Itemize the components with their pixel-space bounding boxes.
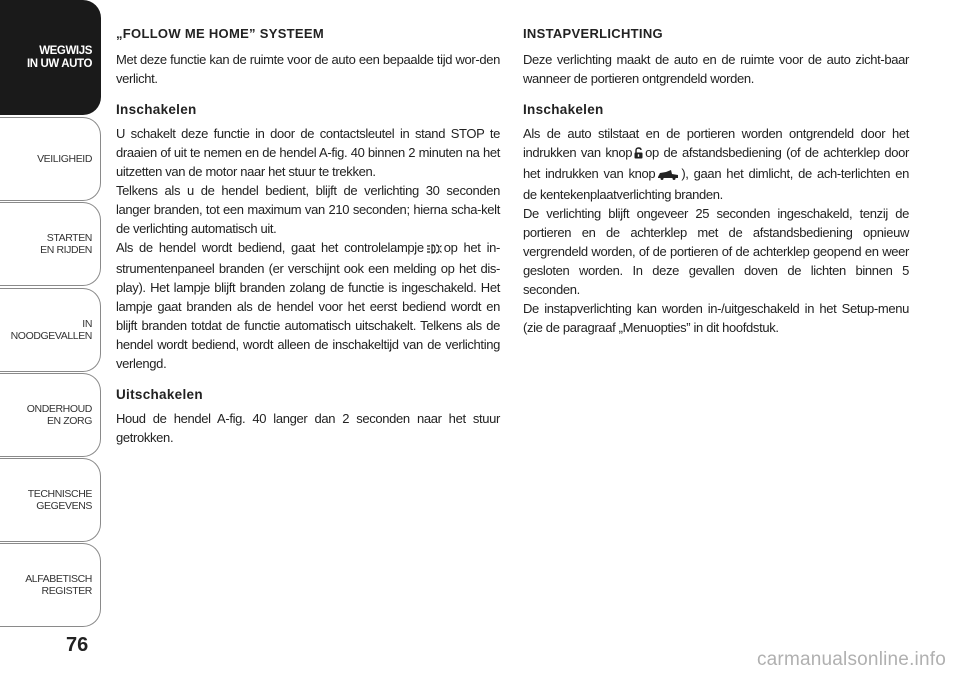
paragraph: Houd de hendel A-fig. 40 langer dan 2 seconden naar het stuur getrokken. [116, 411, 500, 445]
tab-technische-gegevens[interactable] [0, 458, 101, 542]
tab-in-noodgevallen[interactable] [0, 288, 101, 372]
tab-label-line: IN UW AUTO [27, 57, 92, 70]
section-title: INSTAPVERLICHTING [523, 26, 663, 41]
subheading-inschakelen: Inschakelen [523, 102, 604, 117]
text-run: Als de hendel wordt bediend, gaat het controlelampje [116, 240, 424, 255]
tab-starten-en-rijden[interactable] [0, 202, 101, 286]
text-run: Als de auto stilstaat en de portieren worden ontgrendeld door het indrukken van knop [523, 126, 909, 160]
tab-label-line: GEGEVENS [36, 500, 92, 512]
intro-paragraph: Deze verlichting maakt de auto en de ruimte voor de auto zicht-baar wanneer de portieren ontgrendeld worden. [523, 52, 909, 86]
follow-me-home-section [116, 26, 500, 447]
tab-label-line: VEILIGHEID [37, 153, 92, 165]
instapverlichting-section [523, 26, 909, 337]
tab-label-line: ONDERHOUD [26, 403, 92, 415]
section-title: „FOLLOW ME HOME” SYSTEEM [116, 26, 324, 41]
text-run: op de afstandsbediening (of de achterklep door het indrukken van knop [523, 145, 909, 181]
tab-label-line: ALFABETISCH [25, 573, 92, 585]
paragraph: Telkens als u de hendel bedient, blijft de verlichting 30 seconden langer branden, tot een maximum van 210 seconden; hierna scha-kelt de verlichting automatisch uit. [116, 183, 500, 236]
watermark: carmanualsonline.info [756, 649, 946, 670]
trunk-open-icon [657, 166, 679, 185]
tab-wegwijs-in-uw-auto[interactable] [0, 0, 101, 115]
tab-label-line: IN NOODGEVALLEN [10, 318, 92, 342]
page-number: 76 [66, 634, 89, 656]
subheading-uitschakelen: Uitschakelen [116, 387, 203, 402]
text-run: op het in-strumentenpaneel branden (er verschijnt ook een melding op het dis-play). Het lampje blijft branden zolang de functie is ingeschakeld. Het lampje gaat branden als de hendel voor het eerst bediend wordt en blijft branden totdat de functie automatisch uitschakelt. Telkens als de hendel wordt bediend, wordt alleen de inschakeltijd van de verlichting verlengd. [116, 240, 501, 371]
unlock-icon [634, 145, 643, 164]
paragraph [116, 238, 500, 373]
paragraph: U schakelt deze functie in door de contactsleutel in stand STOP te draaien of uit te nemen en de hendel A-fig. 40 binnen 2 minuten na het uitzetten van de motor naar het stuur te trekken. [116, 126, 500, 179]
chapter-tabs [0, 0, 103, 640]
tab-label-line: STARTEN [46, 232, 92, 244]
tab-onderhoud-en-zorg[interactable] [0, 373, 101, 457]
tab-label-line: EN RIJDEN [40, 244, 92, 256]
subheading-inschakelen: Inschakelen [116, 102, 197, 117]
tab-label-line: REGISTER [41, 585, 92, 597]
intro-paragraph: Met deze functie kan de ruimte voor de auto een bepaalde tijd wor-den verlicht. [116, 52, 500, 86]
paragraph: De verlichting blijft ongeveer 25 seconden ingeschakeld, tenzij de portieren en de achterklep met de afstandsbediening opnieuw vergrendeld worden, of de portieren of de achterklep geopend en weer gesloten worden. In deze gevallen doven de lichten binnen 5 seconden. [523, 206, 909, 297]
tab-label-line: EN ZORG [46, 415, 92, 427]
tab-label-line: WEGWIJS [39, 44, 92, 57]
tab-alfabetisch-register[interactable] [0, 543, 101, 627]
paragraph [523, 124, 909, 204]
text-run: ), gaan het dimlicht, de ach-terlichten en de kentekenplaatverlichting branden. [523, 166, 909, 202]
tab-veiligheid[interactable] [0, 117, 101, 201]
tab-label-line: TECHNISCHE [27, 488, 92, 500]
headlamp-warning-icon [426, 240, 442, 259]
paragraph: De instapverlichting kan worden in-/uitgeschakeld in het Setup-menu (zie de paragraaf „Menuopties” in dit hoofdstuk. [523, 301, 909, 335]
